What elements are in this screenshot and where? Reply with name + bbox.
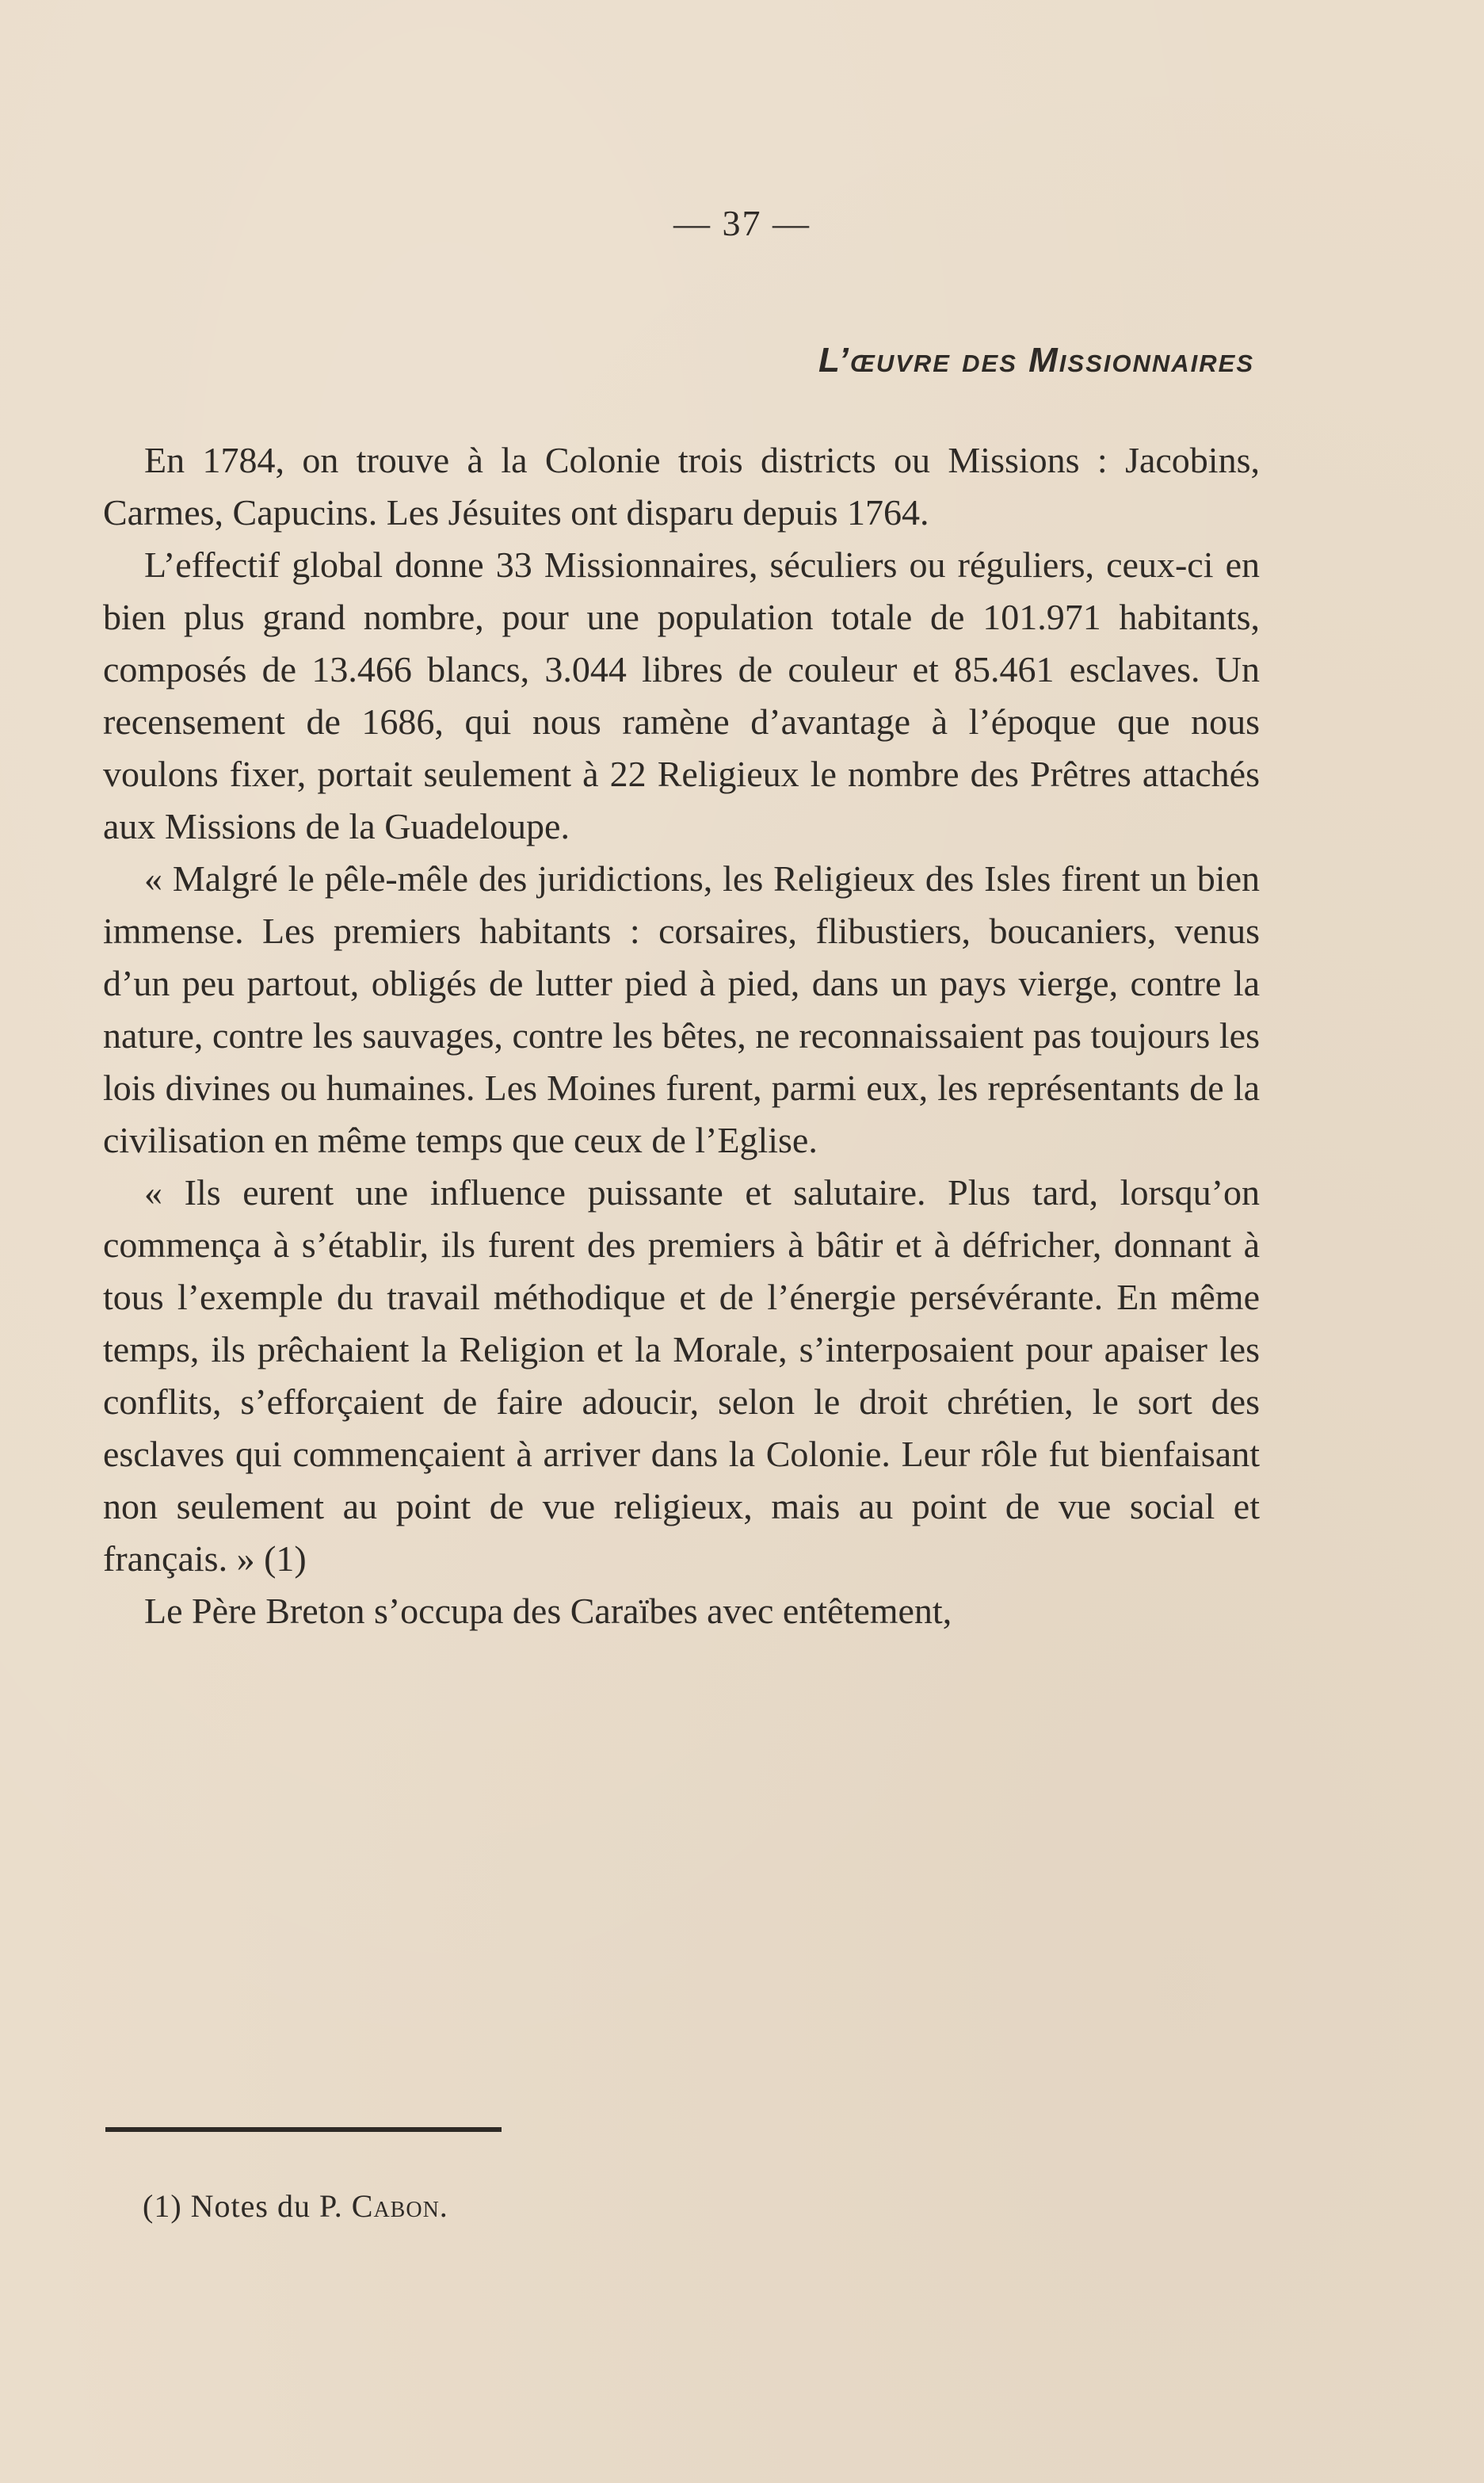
footnote-marker: (1) — [143, 2188, 182, 2224]
footnote-rule — [105, 2127, 502, 2132]
page-number: — 37 — — [673, 203, 811, 243]
footnote — [143, 2187, 448, 2225]
footnote-author: Cabon. — [351, 2188, 448, 2224]
paragraph-3: « Malgré le pêle-mêle des juridictions, les Religieux des Isles firent un bien immense. Les premiers habitants : corsaires, flibustiers, boucaniers, venus d’un peu partout, obligés de lutter pied à pied, dans un pays vierge, contre la nature, contre les sauvages, contre les bêtes, ne reconnaissaient pas toujours les lois divines ou humaines. Les Moines furent, parmi eux, les représentants de la civilisation en même temps que ceux de l’Eglise. — [103, 858, 1260, 1160]
heading-word-2: Missionnaires — [1028, 341, 1254, 380]
section-heading — [818, 341, 1254, 380]
footnote-text: Notes du P. — [190, 2188, 343, 2224]
paragraph-1: En 1784, on trouve à la Colonie trois districts ou Missions : Jacobins, Carmes, Capucins. Les Jésuites ont disparu depuis 1764. — [103, 440, 1260, 533]
paragraph-2: L’effectif global donne 33 Missionnaires, séculiers ou réguliers, ceux-ci en bien plus grand nombre, pour une population totale de 101.971 habitants, composés de 13.466 blancs, 3.044 libres de couleur et 85.461 esclaves. Un recensement de 1686, qui nous ramène d’avantage à l’époque que nous voulons fixer, portait seulement à 22 Religieux le nombre des Prêtres attachés aux Missions de la Guadeloupe. — [103, 544, 1260, 846]
paragraph-4: « Ils eurent une influence puissante et salutaire. Plus tard, lorsqu’on commença à s’établir, ils furent des premiers à bâtir et à défricher, donnant à tous l’exemple du travail méthodique et de l’énergie persévérante. En même temps, ils prêchaient la Religion et la Morale, s’interposaient pour apaiser les conflits, s’efforçaient de faire adoucir, selon le droit chrétien, le sort des esclaves qui commençaient à arriver dans la Colonie. Leur rôle fut bienfaisant non seulement au point de vue religieux, mais au point de vue social et français. » (1) — [103, 1172, 1260, 1579]
heading-prefix: L’ — [818, 341, 850, 380]
paragraph-5: Le Père Breton s’occupa des Caraïbes avec entêtement, — [144, 1591, 952, 1631]
heading-word-1: œuvre des — [849, 341, 1017, 380]
body-text — [103, 434, 1260, 1637]
